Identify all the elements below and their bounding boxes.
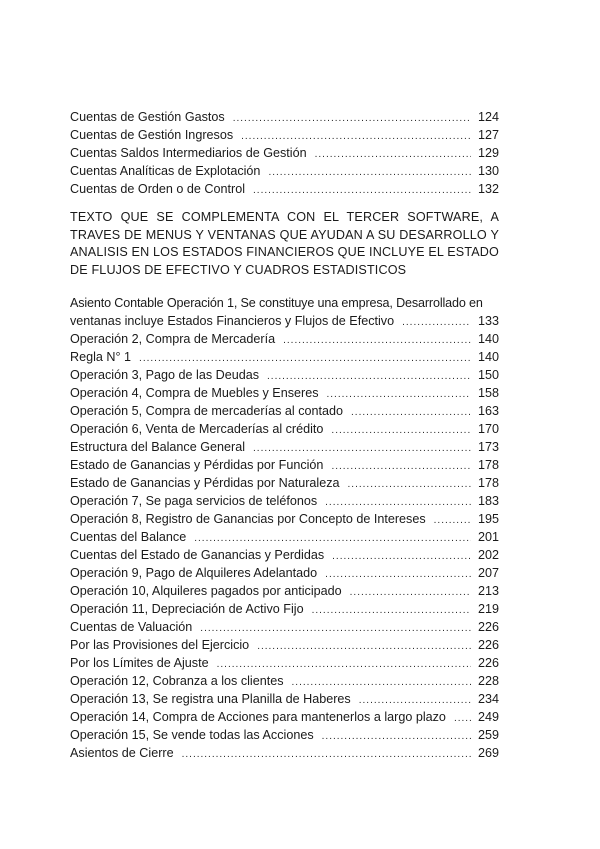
dot-leader [454,710,471,728]
toc-entry [70,456,499,474]
dot-leader [351,404,471,422]
toc-entry-line-2 [70,312,499,330]
toc-entry-title: Cuentas del Estado de Ganancias y Perdidas [70,548,325,562]
toc-entry-title: Operación 15, Se vende todas las Acciones [70,728,314,742]
dot-leader [402,314,471,332]
toc-entry-title: Operación 7, Se paga servicios de teléfonos [70,494,318,508]
dot-leader [434,512,471,530]
toc-entry-title: Cuentas Saldos Intermediarios de Gestión [70,146,307,160]
toc-entry [70,294,499,330]
toc-entry-page: 133 [477,314,499,328]
toc-entry-page: 150 [477,368,499,382]
toc-entry-page: 132 [477,182,499,196]
toc-entry-page: 183 [477,494,499,508]
toc-entry [70,438,499,456]
toc-entry-title: Asientos de Cierre [70,746,174,760]
toc-entry [70,402,499,420]
toc-entry-page: 201 [477,530,499,544]
toc-entry-title: Por los Límites de Ajuste [70,656,209,670]
toc-entry-title: Estado de Ganancias y Pérdidas por Función [70,458,324,472]
toc-entry [70,618,499,636]
toc-entry-title: Operación 14, Compra de Acciones para mantenerlos a largo plazo [70,710,446,724]
toc-entry-page: 163 [477,404,499,418]
toc-entry [70,636,499,654]
toc-entry [70,582,499,600]
toc-entry-title: Por las Provisiones del Ejercicio [70,638,250,652]
dot-leader [331,422,471,440]
toc-entry [70,330,499,348]
toc-entry-title: Operación 10, Alquileres pagados por anticipado [70,584,342,598]
dot-leader [268,164,471,182]
toc-entry-title: Cuentas Analíticas de Explotación [70,164,261,178]
toc-entry-title: Cuentas del Balance [70,530,187,544]
dot-leader [331,458,471,476]
toc-entry-page: 207 [477,566,499,580]
toc-entry-page: 140 [477,350,499,364]
dot-leader [332,548,471,566]
toc-entry-title: Cuentas de Valuación [70,620,193,634]
dot-leader [182,746,471,764]
toc-entry [70,510,499,528]
toc-entry-page: 130 [477,164,499,178]
toc-entry-page: 140 [477,332,499,346]
toc-entry-page: 234 [477,692,499,706]
toc-entry [70,126,499,144]
toc-entry [70,366,499,384]
toc-entry-page: 202 [477,548,499,562]
toc-entry [70,654,499,672]
toc-entry-title: Cuentas de Orden o de Control [70,182,246,196]
toc-entry [70,726,499,744]
toc-entry-page: 226 [477,656,499,670]
toc-entry-title: Cuentas de Gestión Gastos [70,110,225,124]
toc-entry [70,162,499,180]
toc-entry-page: 219 [477,602,499,616]
toc-entry-page: 173 [477,440,499,454]
toc-entry-title: Operación 6, Venta de Mercaderías al crédito [70,422,324,436]
toc-entry-title: Regla N° 1 [70,350,132,364]
toc-entry-title: Operación 2, Compra de Mercadería [70,332,276,346]
toc-entry [70,672,499,690]
toc-entry-title: Operación 9, Pago de Alquileres Adelantado [70,566,318,580]
toc-entry-page: 228 [477,674,499,688]
toc-entry-page: 269 [477,746,499,760]
toc-entry [70,600,499,618]
dot-leader [312,602,471,620]
toc-entry [70,744,499,762]
toc-entry-page: 158 [477,386,499,400]
toc-entry [70,348,499,366]
toc-entry [70,108,499,126]
toc-entry-title: Operación 4, Compra de Muebles y Enseres [70,386,319,400]
toc-entry-title: Operación 3, Pago de las Deudas [70,368,260,382]
toc-entry [70,528,499,546]
toc-entry-page: 195 [477,512,499,526]
toc-entry-title: Operación 8, Registro de Ganancias por Concepto de Intereses [70,512,426,526]
toc-entry-page: 129 [477,146,499,160]
dot-leader [283,332,471,350]
toc-entry [70,420,499,438]
toc-entry-list [70,330,499,762]
toc-entry-title: Operación 5, Compra de mercaderías al contado [70,404,344,418]
toc-entry-title: Operación 11, Depreciación de Activo Fijo [70,602,304,616]
dot-leader [322,728,471,746]
toc-entry-page: 178 [477,458,499,472]
toc-entry-title: Operación 13, Se registra una Planilla de Haberes [70,692,351,706]
table-of-contents-group-2 [70,294,499,762]
toc-entry [70,708,499,726]
dot-leader [327,386,472,404]
section-heading: TEXTO QUE SE COMPLEMENTA CON EL TERCER SOFTWARE, A TRAVES DE MENUS Y VENTANAS QUE AYUDAN A SU DESARROLLO Y ANALISIS EN LOS ESTADOS FINANCIEROS QUE INCLUYE EL ESTADO DE FLUJOS DE EFECTIVO Y CUADROS ESTADISTICOS [70,210,499,277]
toc-entry-page: 249 [477,710,499,724]
toc-entry-page: 259 [477,728,499,742]
toc-entry [70,564,499,582]
toc-entry-title: Estructura del Balance General [70,440,246,454]
dot-leader [315,146,471,164]
toc-entry-page: 170 [477,422,499,436]
toc-entry-page: 127 [477,128,499,142]
toc-entry [70,144,499,162]
toc-entry-title: Operación 12, Cobranza a los clientes [70,674,284,688]
toc-entry-page: 226 [477,620,499,634]
toc-entry-page: 178 [477,476,499,490]
toc-entry [70,492,499,510]
table-of-contents-group-1 [70,108,499,198]
toc-entry [70,384,499,402]
toc-entry-page: 213 [477,584,499,598]
toc-entry [70,690,499,708]
dot-leader [350,584,471,602]
dot-leader [233,110,471,128]
toc-entry-title-line-1: Asiento Contable Operación 1, Se constituye una empresa, Desarrollado en [70,296,483,310]
dot-leader [325,566,471,584]
toc-entry-title: Cuentas de Gestión Ingresos [70,128,234,142]
dot-leader [253,182,471,200]
dot-leader [257,638,471,656]
toc-entry-title: Estado de Ganancias y Pérdidas por Naturaleza [70,476,340,490]
toc-entry [70,474,499,492]
toc-entry [70,180,499,198]
toc-entry [70,546,499,564]
toc-entry-page: 124 [477,110,499,124]
toc-entry-title-line-2: ventanas incluye Estados Financieros y Flujos de Efectivo [70,314,395,328]
dot-leader [348,476,471,494]
toc-entry-page: 226 [477,638,499,652]
